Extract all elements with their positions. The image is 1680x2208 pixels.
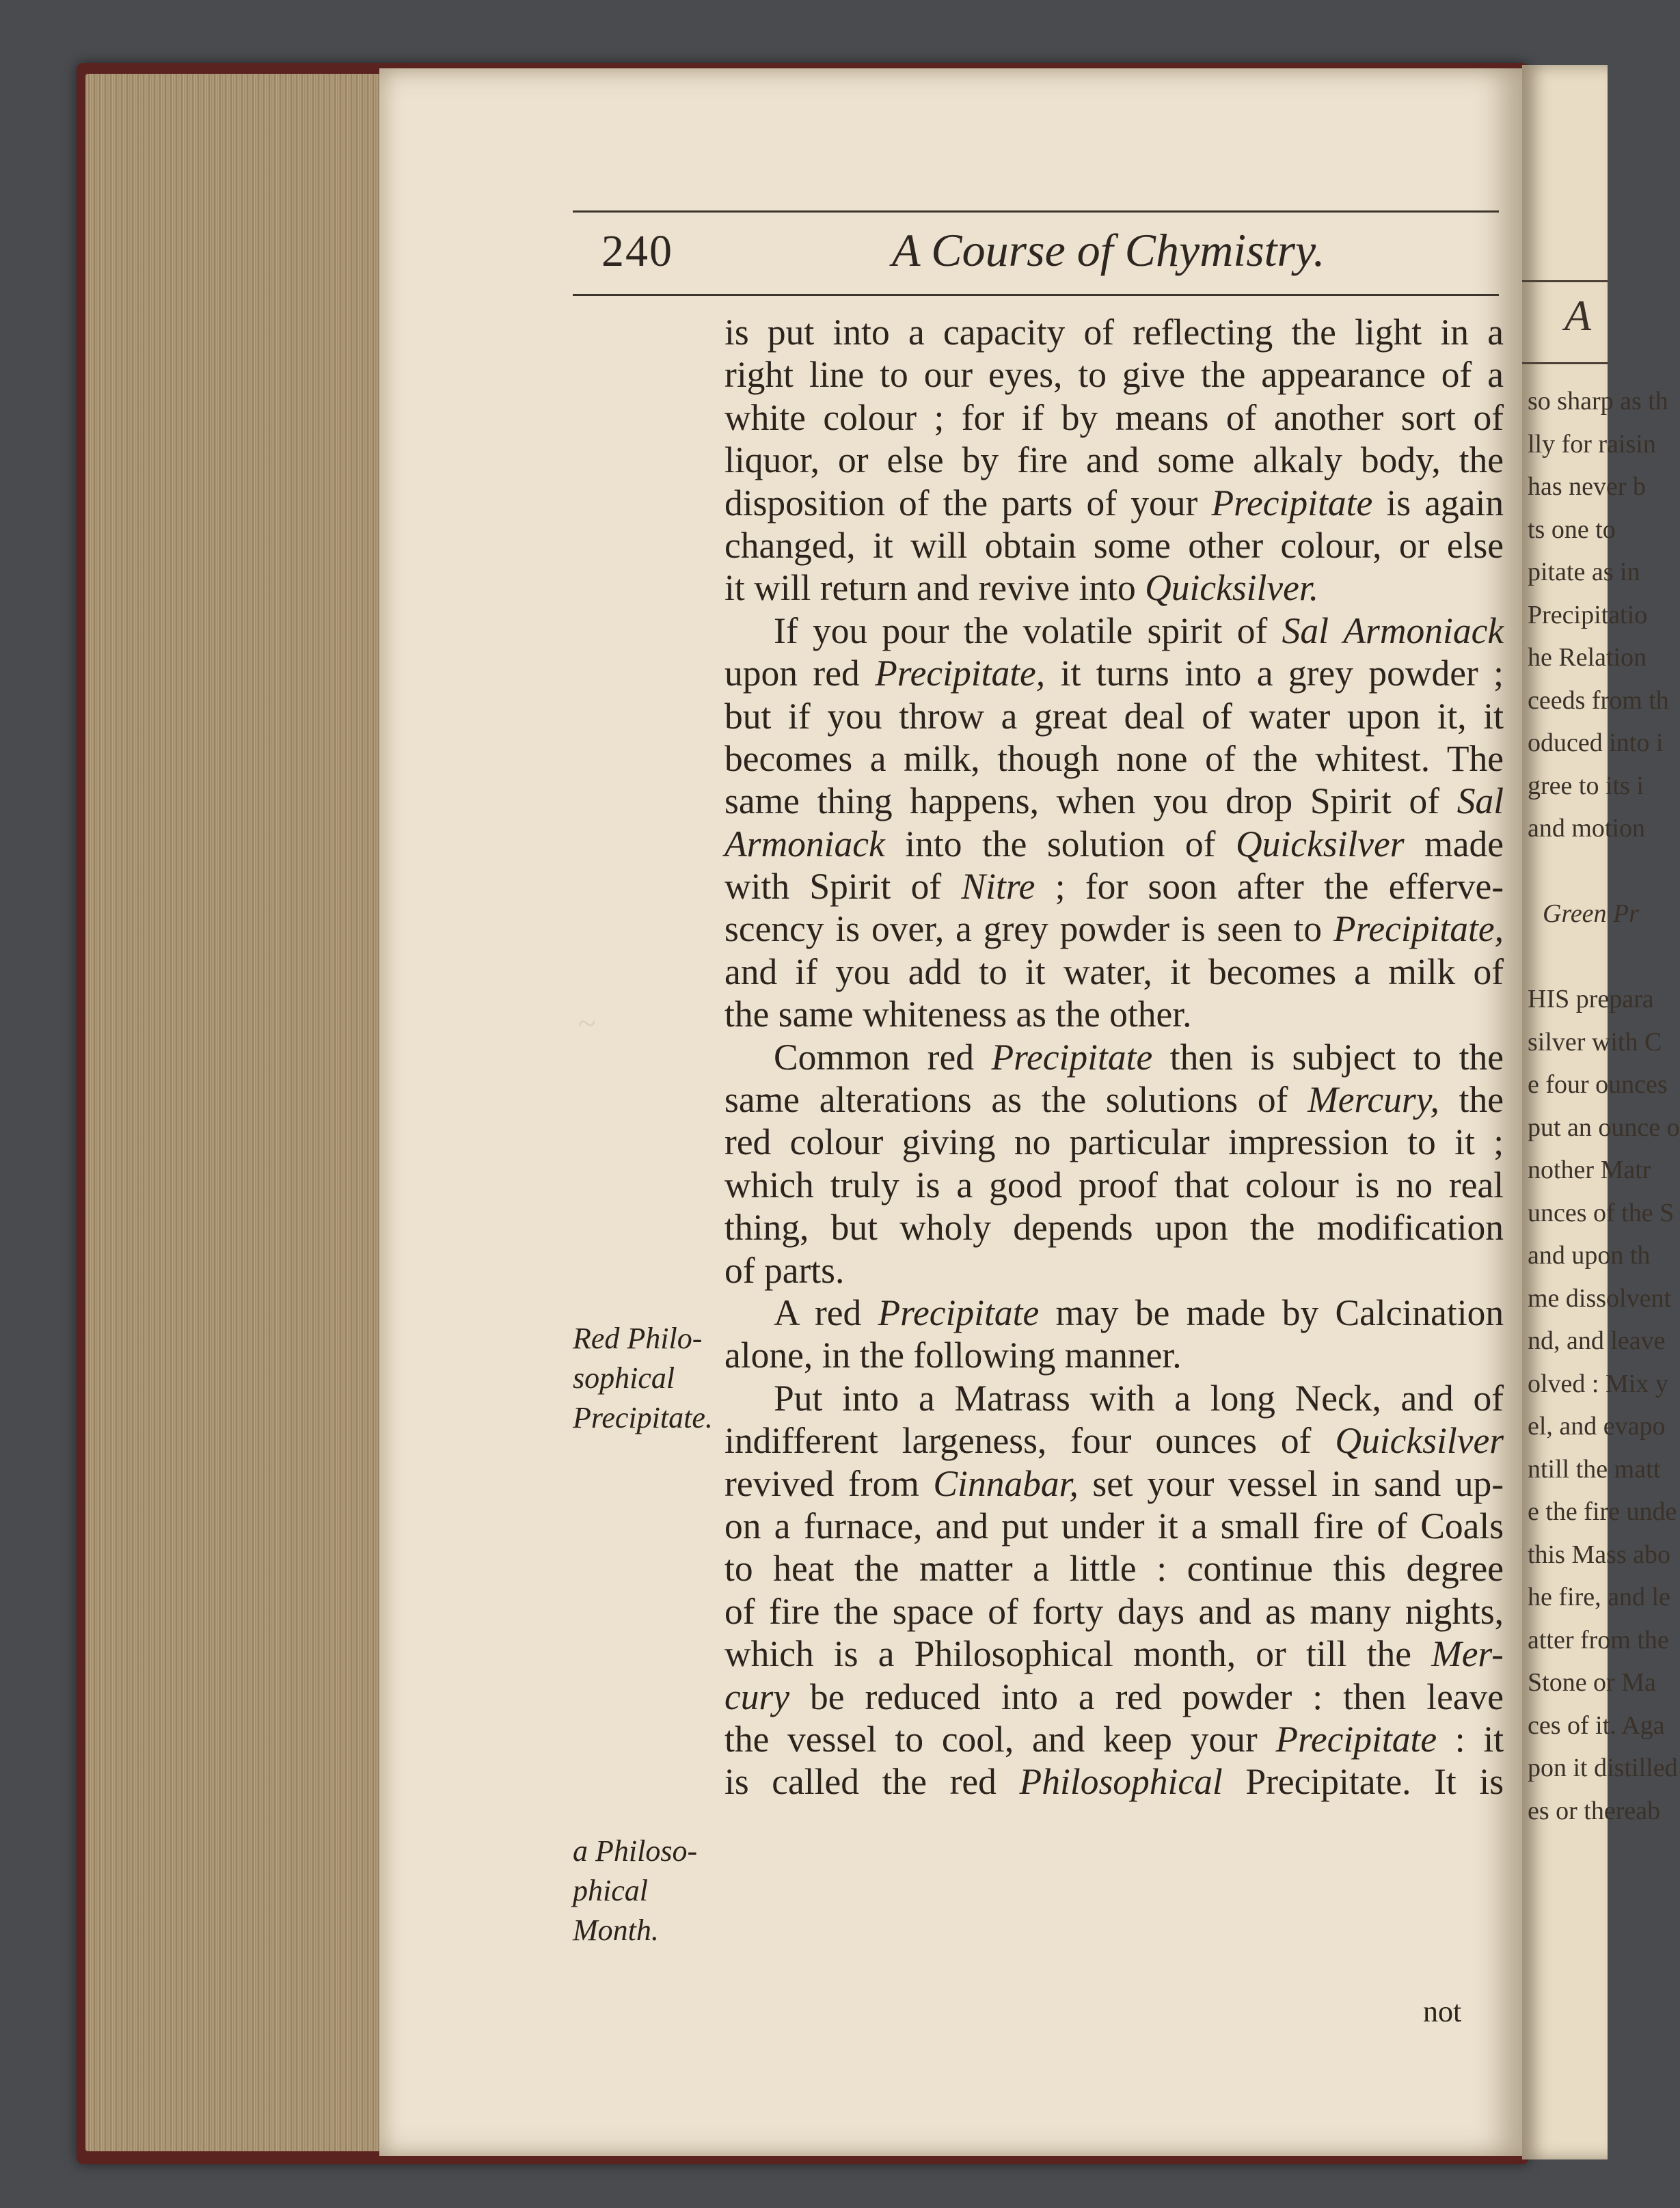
body-line: revived from Cinnabar, set your vessel in sand up- bbox=[724, 1462, 1504, 1504]
body-line: to heat the matter a little : continue this degree bbox=[724, 1548, 1504, 1590]
facing-page-line: he Relation bbox=[1528, 643, 1647, 672]
facing-page-line: lly for raisin bbox=[1528, 429, 1656, 459]
body-line: disposition of the parts of your Precipitate is again bbox=[724, 482, 1504, 523]
body-line: is put into a capacity of reflecting the light in a bbox=[724, 312, 1504, 353]
body-line: liquor, or else by fire and some alkaly body, the bbox=[724, 439, 1504, 481]
margin-note-red-precipitate bbox=[573, 1319, 730, 1438]
body-line: scency is over, a grey powder is seen to Precipitate, bbox=[724, 908, 1504, 950]
body-line: Put into a Matrass with a long Neck, and of bbox=[774, 1377, 1504, 1419]
body-line: A red Precipitate may be made by Calcination bbox=[774, 1292, 1504, 1333]
facing-page-line: oduced into i bbox=[1528, 728, 1664, 757]
facing-page-line: has never b bbox=[1528, 472, 1647, 501]
facing-page-line: gree to its i bbox=[1528, 771, 1644, 800]
header-rule-top bbox=[573, 210, 1499, 213]
facing-page-line: atter from the bbox=[1528, 1625, 1669, 1654]
margin-note-line: phical bbox=[573, 1874, 648, 1907]
body-line: becomes a milk, though none of the whitest. The bbox=[724, 737, 1504, 779]
body-text bbox=[724, 311, 1504, 1803]
facing-page-line: pitate as in bbox=[1528, 558, 1640, 586]
facing-page-line: and motion bbox=[1528, 814, 1646, 843]
body-line: of parts. bbox=[724, 1249, 845, 1291]
page-number: 240 bbox=[601, 226, 673, 276]
header-rule-bottom bbox=[573, 294, 1499, 296]
body-line: with Spirit of Nitre ; for soon after the efferve- bbox=[724, 866, 1504, 908]
body-line: same alterations as the solutions of Mercury, the bbox=[724, 1079, 1504, 1121]
body-line: thing, but wholy depends upon the modification bbox=[724, 1207, 1504, 1249]
body-line: is called the red Philosophical Precipitate. It is bbox=[724, 1761, 1504, 1803]
body-line: Armoniack into the solution of Quicksilver made bbox=[724, 823, 1504, 864]
body-line: alone, in the following manner. bbox=[724, 1335, 1182, 1376]
margin-note-line: a Philoso- bbox=[573, 1834, 698, 1868]
body-line: indifferent largeness, four ounces of Quicksilver bbox=[724, 1420, 1504, 1462]
facing-page-line: Green Pr bbox=[1543, 899, 1640, 928]
facing-page-line: so sharp as th bbox=[1528, 387, 1668, 415]
facing-page-line: and upon th bbox=[1528, 1241, 1651, 1270]
facing-page-line: nd, and leave bbox=[1528, 1326, 1666, 1355]
running-title: A Course of Chymistry. bbox=[892, 224, 1325, 276]
body-line: right line to our eyes, to give the appearance of a bbox=[724, 354, 1504, 396]
facing-page-line: he fire, and le bbox=[1528, 1583, 1670, 1611]
facing-header-rule bbox=[1522, 280, 1608, 282]
facing-page-line: Precipitatio bbox=[1528, 600, 1648, 629]
facing-page-line: es or thereab bbox=[1528, 1796, 1661, 1825]
facing-page-line: ceeds from th bbox=[1528, 685, 1669, 715]
body-line: which truly is a good proof that colour is no real bbox=[724, 1164, 1504, 1205]
body-line: which is a Philosophical month, or till the Mer- bbox=[724, 1633, 1504, 1675]
facing-page-line: Stone or Ma bbox=[1528, 1668, 1656, 1697]
facing-page-line: silver with C bbox=[1528, 1027, 1662, 1057]
facing-page-line: HIS prepara bbox=[1528, 985, 1654, 1013]
facing-page-line: ts one to bbox=[1528, 515, 1616, 544]
margin-note-line: sophical bbox=[573, 1361, 675, 1395]
margin-note-line: Month. bbox=[573, 1913, 659, 1947]
facing-page-line: unces of the S bbox=[1528, 1198, 1675, 1227]
facing-page-line: put an ounce o bbox=[1528, 1113, 1680, 1142]
facing-page-header: A bbox=[1564, 291, 1592, 340]
margin-note-line: Precipitate. bbox=[573, 1401, 713, 1434]
body-line: upon red Precipitate, it turns into a grey powder ; bbox=[724, 653, 1504, 694]
facing-page-line: pon it distilled bbox=[1528, 1754, 1678, 1782]
body-line: white colour ; for if by means of another sort of bbox=[724, 396, 1504, 438]
show-through-text: ~ bbox=[578, 1005, 595, 1041]
page-edges bbox=[85, 74, 386, 2151]
facing-page-line: olved : Mix y bbox=[1528, 1369, 1668, 1398]
facing-header-rule-lower bbox=[1522, 362, 1608, 364]
body-line: but if you throw a great deal of water upon it, it bbox=[724, 695, 1504, 737]
body-line: the same whiteness as the other. bbox=[724, 994, 1192, 1035]
body-line: Common red Precipitate then is subject to the bbox=[774, 1036, 1504, 1078]
body-line: it will return and revive into Quicksilver. bbox=[724, 567, 1319, 609]
margin-note-line: Red Philo- bbox=[573, 1322, 703, 1355]
catchword: not bbox=[1423, 1995, 1462, 2028]
facing-page-line: e the fire unde bbox=[1528, 1497, 1677, 1526]
body-line: red colour giving no particular impression to it ; bbox=[724, 1121, 1504, 1163]
facing-page-line: me dissolvent bbox=[1528, 1283, 1672, 1313]
body-line: cury be reduced into a red powder : then leave bbox=[724, 1676, 1504, 1717]
body-line: the vessel to cool, and keep your Precipitate : it bbox=[724, 1718, 1504, 1760]
facing-page-line: el, and evapo bbox=[1528, 1412, 1666, 1441]
facing-page-line: ces of it. Aga bbox=[1528, 1710, 1665, 1740]
facing-page bbox=[1522, 65, 1680, 2159]
body-line: same thing happens, when you drop Spirit of Sal bbox=[724, 780, 1504, 822]
body-line: If you pour the volatile spirit of Sal Armoniack bbox=[774, 610, 1504, 651]
body-line: of fire the space of forty days and as many nights, bbox=[724, 1590, 1504, 1632]
body-line: changed, it will obtain some other colour, or else bbox=[724, 524, 1504, 566]
facing-page-line: nother Matr bbox=[1528, 1156, 1651, 1184]
facing-page-line: this Mass abo bbox=[1528, 1540, 1670, 1569]
margin-note-philosophical-month bbox=[573, 1831, 730, 1950]
facing-page-line: e four ounces bbox=[1528, 1070, 1668, 1099]
body-line: on a furnace, and put under it a small fire of Coals bbox=[724, 1505, 1504, 1546]
body-line: and if you add to it water, it becomes a milk of bbox=[724, 951, 1504, 992]
facing-page-line: ntill the matt bbox=[1528, 1454, 1661, 1484]
